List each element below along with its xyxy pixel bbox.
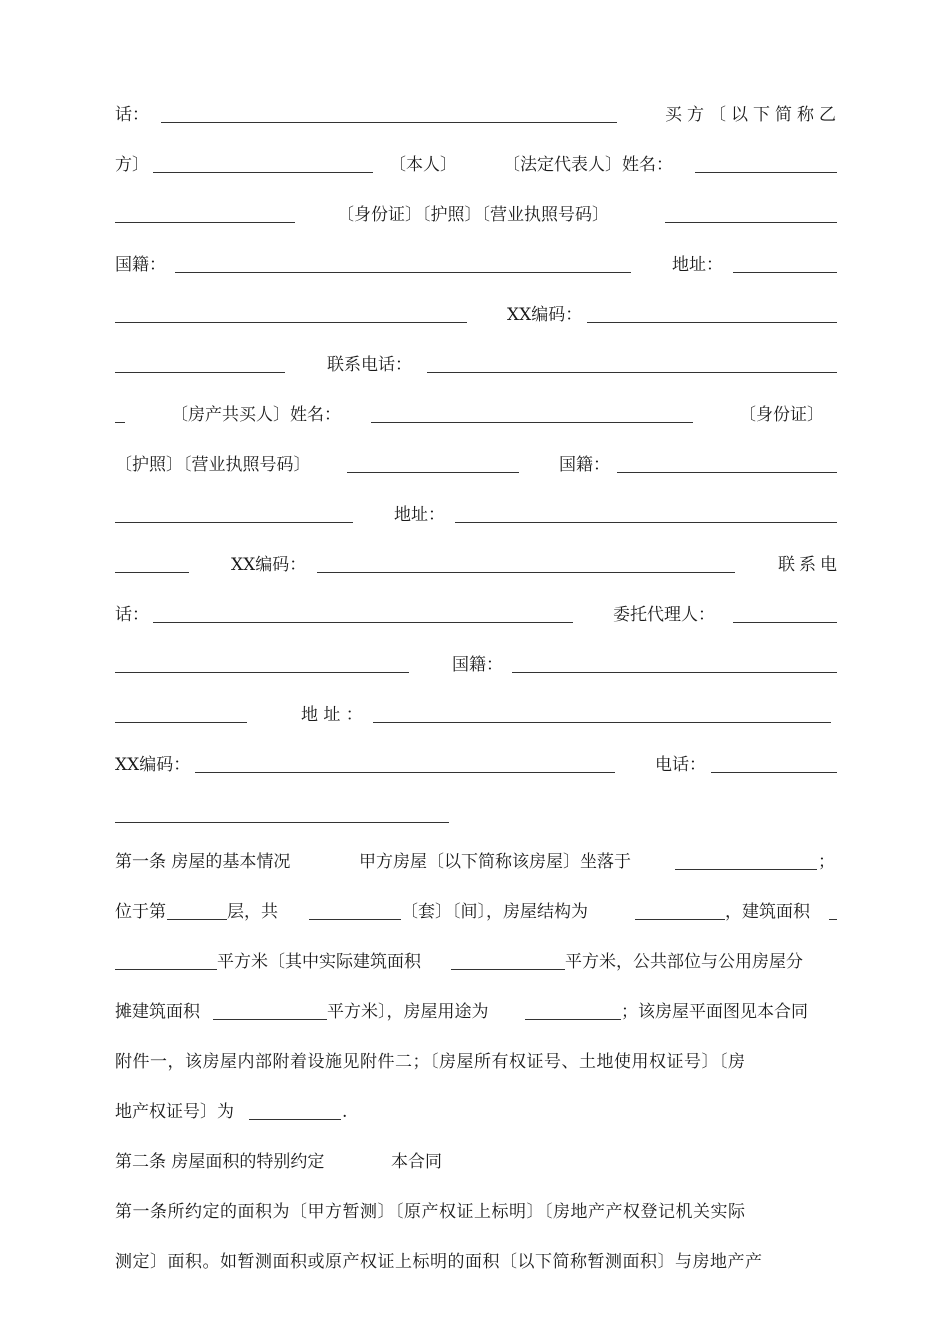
- id-number-blank[interactable]: [665, 222, 837, 223]
- self-option: 〔本人〕: [389, 155, 457, 175]
- buyer-heading-tail: 方〕: [115, 155, 149, 175]
- address-label: 地址：: [672, 255, 723, 275]
- co-buyer-name-label: 〔房产共买人〕姓名：: [171, 405, 341, 425]
- agent-nationality-blank[interactable]: [512, 672, 837, 673]
- contact-phone-blank[interactable]: [427, 372, 837, 373]
- article-2-intro: 本合同: [391, 1152, 442, 1172]
- house-location-blank[interactable]: [675, 869, 817, 870]
- floor-area-blank-cont[interactable]: [115, 969, 217, 970]
- agent-label: 委托代理人：: [613, 605, 715, 625]
- legal-rep-name-blank-cont[interactable]: [115, 222, 295, 223]
- article-1-heading: 第一条 房屋的基本情况: [115, 852, 291, 872]
- address-blank-cont[interactable]: [115, 322, 467, 323]
- co-buyer-id-number-blank[interactable]: [347, 472, 519, 473]
- property-cert-number-blank[interactable]: [249, 1119, 341, 1120]
- floor-label: 位于第: [115, 902, 166, 922]
- contract-line: [115, 450, 837, 480]
- agent-postcode-blank[interactable]: [195, 772, 615, 773]
- seller-phone-blank[interactable]: [161, 122, 617, 123]
- legal-rep-name-blank[interactable]: [695, 172, 837, 173]
- contact-phone-blank-cont[interactable]: [115, 422, 125, 423]
- contract-line: [115, 250, 837, 280]
- co-buyer-nationality-blank[interactable]: [617, 472, 837, 473]
- nationality-blank[interactable]: [175, 272, 631, 273]
- agent-address-label: 地 址 ：: [301, 705, 363, 725]
- co-buyer-postcode-blank[interactable]: [317, 572, 735, 573]
- contract-line: [115, 300, 837, 330]
- property-cert-label: 地产权证号〕为: [115, 1102, 234, 1122]
- agent-postcode-label: XX编码：: [115, 755, 191, 775]
- agent-address-blank[interactable]: [373, 722, 831, 723]
- attachments-note: 附件一，该房屋内部附着设施见附件二；〔房屋所有权证号、土地使用权证号〕〔房: [115, 1052, 746, 1072]
- total-label: 层，共: [227, 902, 278, 922]
- contract-line: [115, 1247, 837, 1277]
- postcode-label: XX编码：: [507, 305, 583, 325]
- house-usage-blank[interactable]: [525, 1019, 621, 1020]
- contract-line: [115, 650, 837, 680]
- co-buyer-id-card-label: 〔身份证〕: [739, 405, 824, 425]
- shared-area-blank[interactable]: [213, 1019, 327, 1020]
- punct-semicolon: ；: [818, 852, 835, 872]
- legal-rep-name-label: 〔法定代表人〕姓名：: [503, 155, 673, 175]
- agent-nationality-blank-cont[interactable]: [115, 722, 247, 723]
- contract-line: [115, 750, 837, 780]
- address-blank[interactable]: [733, 272, 837, 273]
- co-buyer-id-type-label: 〔护照〕〔营业执照号码〕: [115, 455, 311, 475]
- structure-blank[interactable]: [635, 919, 725, 920]
- actual-area-blank[interactable]: [451, 969, 565, 970]
- nationality-label: 国籍：: [115, 255, 166, 275]
- actual-area-label: 平方米〔其中实际建筑面积: [217, 952, 421, 972]
- co-buyer-address-label: 地址：: [394, 505, 445, 525]
- co-buyer-phone-label: 联系电: [778, 555, 841, 575]
- agent-nationality-label: 国籍：: [452, 655, 503, 675]
- co-buyer-postcode-label: XX编码：: [231, 555, 307, 575]
- contract-line: [115, 947, 837, 977]
- contract-line: [115, 550, 841, 580]
- contract-line: [115, 800, 837, 830]
- agent-phone-label: 电话：: [655, 755, 706, 775]
- contract-line: [115, 700, 837, 730]
- article-1-location-label: 甲方房屋〔以下简称该房屋〕坐落于: [359, 852, 631, 872]
- contract-line: [115, 1197, 837, 1227]
- area-definition-text: 第一条所约定的面积为〔甲方暂测〕〔原产权证上标明〕〔房地产产权登记机关实际: [115, 1202, 746, 1222]
- agent-name-blank-cont[interactable]: [115, 672, 409, 673]
- shared-area-label: 平方米，公共部位与公用房屋分: [565, 952, 803, 972]
- agent-name-blank[interactable]: [733, 622, 837, 623]
- co-buyer-address-blank[interactable]: [455, 522, 837, 523]
- co-buyer-nationality-blank-cont[interactable]: [115, 522, 353, 523]
- contact-phone-label: 联系电话：: [327, 355, 412, 375]
- floor-number-blank[interactable]: [167, 919, 227, 920]
- co-buyer-phone-blank[interactable]: [153, 622, 573, 623]
- buyer-heading: 买方〔以下简称乙: [665, 105, 841, 125]
- contract-line: [115, 997, 837, 1027]
- article-2-heading: 第二条 房屋面积的特别约定: [115, 1152, 325, 1172]
- total-units-blank[interactable]: [309, 919, 401, 920]
- usage-label: 平方米〕，房屋用途为: [327, 1002, 489, 1022]
- contract-line: [115, 600, 837, 630]
- contract-line: [115, 350, 837, 380]
- punct-period: .: [342, 1102, 348, 1122]
- contract-line: [115, 1047, 837, 1077]
- contract-line: [115, 847, 837, 877]
- contract-line: [115, 100, 841, 130]
- floor-plan-note: ；该房屋平面图见本合同: [621, 1002, 808, 1022]
- floor-area-label: ，建筑面积: [725, 902, 810, 922]
- id-type-label: 〔身份证〕〔护照〕〔营业执照号码〕: [337, 205, 609, 225]
- area-measurement-text: 测定〕面积。如暂测面积或原产权证上标明的面积〔以下简称暂测面积〕与房地产产: [115, 1252, 763, 1272]
- shared-area-label-cont: 摊建筑面积: [115, 1002, 200, 1022]
- contract-line: [115, 1147, 837, 1177]
- postcode-blank-cont[interactable]: [115, 372, 285, 373]
- co-buyer-phone-label-tail: 话：: [115, 605, 149, 625]
- contract-line: [115, 400, 837, 430]
- contract-line: [115, 500, 837, 530]
- structure-label: 〔套〕〔间〕，房屋结构为: [401, 902, 588, 922]
- agent-phone-blank-cont[interactable]: [115, 822, 449, 823]
- contract-line: [115, 897, 837, 927]
- agent-phone-blank[interactable]: [711, 772, 837, 773]
- contract-line: [115, 1097, 837, 1127]
- buyer-name-blank[interactable]: [153, 172, 373, 173]
- floor-area-blank[interactable]: [829, 919, 837, 920]
- contract-line: [115, 150, 837, 180]
- postcode-blank[interactable]: [587, 322, 837, 323]
- phone-label-tail: 话：: [115, 105, 149, 125]
- co-buyer-name-blank[interactable]: [371, 422, 693, 423]
- co-buyer-address-blank-cont[interactable]: [115, 572, 189, 573]
- contract-line: [115, 200, 837, 230]
- co-buyer-nationality-label: 国籍：: [559, 455, 610, 475]
